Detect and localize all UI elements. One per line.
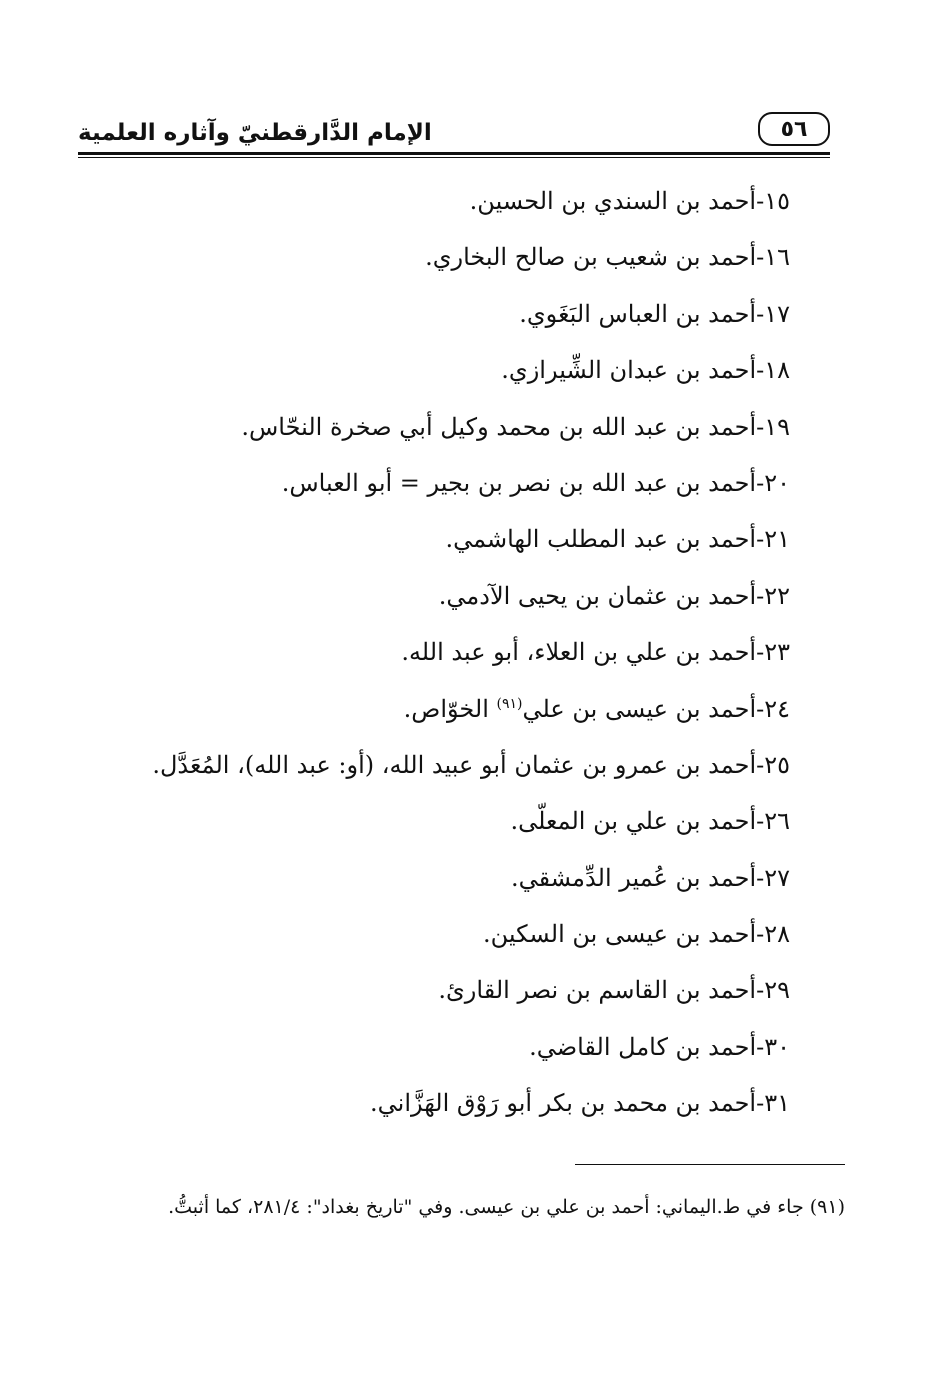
entry-text-continued: الخوّاص. [403,694,497,723]
entry-text: أحمد بن كامل القاضي. [529,1032,757,1061]
list-item: ٢٥-أحمد بن عمرو بن عثمان أبو عبيد الله، (أو: عبد الله)، المُعَدَّل. [90,742,790,798]
list-item: ١٦-أحمد بن شعيب بن صالح البخاري. [90,234,790,290]
list-item: ٢١-أحمد بن عبد المطلب الهاشمي. [90,516,790,572]
entry-number: ٢٠ [764,468,790,497]
entry-text: أحمد بن عبد الله بن محمد وكيل أبي صخرة النحّاس. [241,412,757,441]
entry-text: أحمد بن العباس البَغَوي. [519,299,757,328]
entry-number: ٢٦ [764,807,790,836]
page-header [78,108,830,160]
list-item: ٢٨-أحمد بن عيسى بن السكين. [90,911,790,967]
list-item: ٢٩-أحمد بن القاسم بن نصر القارئ. [90,967,790,1023]
footnote-separator [575,1164,845,1165]
entry-text: أحمد بن عبد الله بن نصر بن بجير = أبو العباس. [281,468,757,497]
entry-text: أحمد بن علي بن المعلّى. [510,807,757,836]
entry-number: ١٧ [764,299,790,328]
list-item: ٣١-أحمد بن محمد بن بكر أبو رَوْق الهَزَّاني. [90,1080,790,1136]
footnote-reference[interactable]: (٩١) [496,695,523,712]
list-item: ٢٧-أحمد بن عُمير الدِّمشقي. [90,855,790,911]
footnote: (٩١) جاء في ط.اليماني: أحمد بن علي بن عيسى. وفي "تاريخ بغداد": ٢٨١/٤، كما أثبتُّ. [168,1196,845,1218]
entry-text: أحمد بن السندي بن الحسين. [469,187,757,215]
list-item: ٢٦-أحمد بن علي بن المعلّى. [90,798,790,854]
entry-number: ٢٤ [764,694,790,723]
entry-text: أحمد بن عبد المطلب الهاشمي. [445,525,757,554]
entry-number: ٢٨ [764,920,790,949]
entry-text: أحمد بن عبدان الشِّيرازي. [501,356,757,385]
entry-text: أحمد بن القاسم بن نصر القارئ. [438,976,757,1005]
entry-number: ٢٢ [764,581,790,610]
entry-text: أحمد بن عمرو بن عثمان أبو عبيد الله، (أو: عبد الله)، المُعَدَّل. [152,750,757,779]
list-item: ٢٣-أحمد بن علي بن العلاء، أبو عبد الله. [90,629,790,685]
entry-number: ٢٩ [764,976,790,1005]
narrator-list [90,178,790,1137]
entry-number: ١٦ [764,243,790,272]
entry-number: ٢٥ [764,750,790,779]
entry-number: ١٨ [764,356,790,385]
entry-text: أحمد بن عثمان بن يحيى الآدمي. [438,581,757,610]
entry-number: ٣١ [764,1089,790,1118]
list-item: ١٧-أحمد بن العباس البَغَوي. [90,291,790,347]
entry-text: أحمد بن عُمير الدِّمشقي. [511,863,757,892]
list-item: ١٨-أحمد بن عبدان الشِّيرازي. [90,347,790,403]
entry-text: أحمد بن محمد بن بكر أبو رَوْق الهَزَّاني. [370,1089,757,1118]
entry-number: ٣٠ [764,1032,790,1061]
entry-text: أحمد بن علي بن العلاء، أبو عبد الله. [401,638,757,667]
entry-text: أحمد بن عيسى بن السكين. [482,920,757,949]
entry-number: ٢٣ [764,638,790,667]
list-item: ٢٠-أحمد بن عبد الله بن نصر بن بجير = أبو العباس. [90,460,790,516]
entry-text: أحمد بن عيسى بن علي [522,694,757,723]
entry-number: ٢١ [764,525,790,554]
list-item: ٣٠-أحمد بن كامل القاضي. [90,1024,790,1080]
list-item: ١٥-أحمد بن السندي بن الحسين. [90,178,790,234]
entry-number: ١٥ [764,187,790,215]
list-item: ١٩-أحمد بن عبد الله بن محمد وكيل أبي صخرة النحّاس. [90,404,790,460]
list-item: ٢٤-أحمد بن عيسى بن علي$^{(٩١)}$ الخوّاص. [90,686,790,742]
entry-text: أحمد بن شعيب بن صالح البخاري. [425,243,757,272]
entry-number: ١٩ [764,412,790,441]
header-rule [78,152,830,158]
entry-number: ٢٧ [764,863,790,892]
list-item: ٢٢-أحمد بن عثمان بن يحيى الآدمي. [90,573,790,629]
running-title: الإمام الدَّارقطنيّ وآثاره العلمية [78,120,432,146]
page-number: ٥٦ [758,112,830,146]
